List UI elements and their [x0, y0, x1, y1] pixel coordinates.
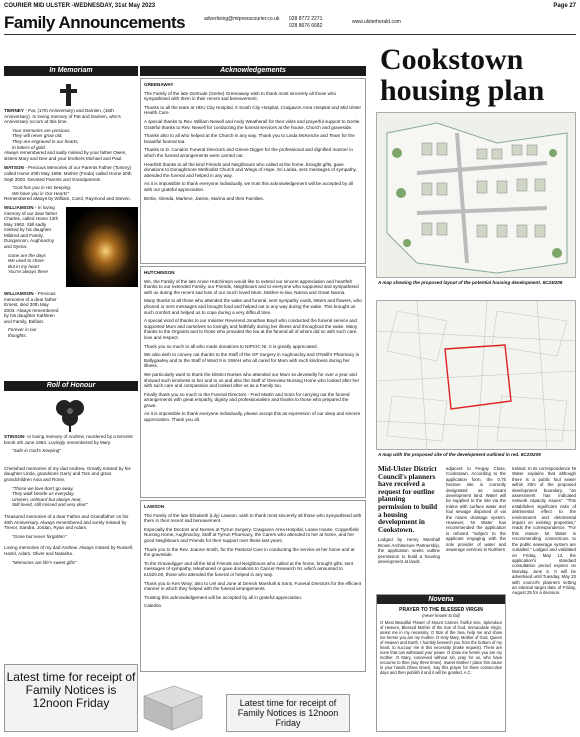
cross-icon — [4, 78, 138, 108]
book-icon — [140, 682, 206, 734]
masthead — [4, 3, 576, 13]
lawson-name: LAWSON — [144, 504, 165, 509]
paragraph: We also wish to convey out thanks to the Staff of the GP Surgery in Aughnacloy and O'Neill's Pharmacy in Ballygawley and to the Staff of Ward 9 in SWAH who all cared for Mum with such kindness during her illness. — [144, 352, 360, 369]
paragraph: A special thanks to Rev. William Newell and Andy Weatherall for their visits and prayerful support to Gertie. Grateful thanks to Rev. Newell for conducting the funeral services at the house, Church and graveside. — [144, 118, 361, 130]
book-graphic — [140, 682, 206, 734]
stinson-notice-2: Cherished memories of my dad Andrew. Greatly missed by his daughter Linda, grandsons Garry and Tom and great grandchildren Axia and Ronin. "Those we love don't go away, They walk beside us everyday, Unseen, unheard but always near, Still loved, still missed and very dear" — [4, 465, 131, 508]
roll-of-honour-column — [4, 394, 138, 565]
stinson-notice: STINSON- In loving memory of Andrew, murdered by a terrorist bomb 4th June 1983. Lovingly remembered by Mary. "Safe in God's Keeping" — [4, 434, 133, 454]
paragraph: The Family of the late Gertrude (Gertie) Greenaway wish to thank most sincerely all those who sympathised with them in their recent sad bereavement. — [144, 90, 336, 102]
roll-of-honour-banner: Roll of Honour — [4, 381, 138, 391]
in-memoriam-column — [4, 78, 138, 339]
paragraph: The Family of the late Elizabeth (Lily) Lawson, wish to thank most sincerely all those who sympathised with them in their recent sad bereavement. — [144, 512, 362, 524]
paragraph: Thank you so much to all who made donations to NIPCIC NI. It is greatly appreciated. — [144, 343, 318, 349]
layout-map — [376, 112, 576, 278]
site-map — [376, 300, 576, 450]
article-text-3: Ireland. In its correspondence NI Water explains that although there is a public foul sewer within 20m of the proposed development boundary, "an assessment has indicated network capacity issues". "This establishes significant risks of detrimental effect to the environment and detrimental impact on existing properties," reads the correspondence. "For this reason NI Water is recommending connections to the public sewerage system are curtailed." Lodged and validated on Friday, May 12, the application's standard consultation period expires on Monday, June 5. It will be advertised until Tuesday, May 23 with council's planners setting an internal target date of Friday, August 25 for a decision. — [512, 466, 576, 596]
tierney-notice: TIERNEY - Pat, (17th Anniversary) and Damien, (16th Anniversary). In loving memory of Pat and Damien, who's Anniversary occurs at this time. Your memories are precious, They will never grow old, They are engraved in our hearts, In letters of gold. Always remembered and sadly missed by your father Owen, sisters Mary and Dee and your brothers Michael and Paul. — [4, 108, 127, 161]
novena-prayer: O Most Beautiful Flower of Mount Carmel, fruitful vine, Splendour of Heaven, Blessed Mother of the Son of God, Immaculate Virgin, assist me in my necessity. O Star of the Sea, help me and show me herein you are my mother. O Holy Mary, Mother of God, Queen of Heaven and Earth, I humbly beseech you from the bottom of my heart, to succour me in this necessity (make request). There are none that can withstand your power. O show me herein you are my mother. O Mary, conceived without sin, pray for us, who have recourse to thee (say three times). Sweet Mother I place this cause in your hands (three times). Say this prayer for three consecutive days and then publish it and it will be granted. A.C. — [380, 620, 502, 675]
novena-box — [376, 594, 506, 732]
paragraph: Thanks to all the team at HDU City Hospital, 5 South City Hospital, Craigavon Area Hospital and Mid Ulster Health Care. — [144, 104, 362, 116]
article-lead: Mid-Ulster District Council's planners have received a request for outline planning permission to build a housing development in Cookstown. — [378, 465, 438, 534]
paragraph: Thank you to Ken Wray; also to Uel and June at Dereck Marshall & Sons, Funeral Directors for the efficient manner in which they helped with the funeral arrangements. — [144, 580, 362, 592]
paragraph: We particularly want to thank the District Nurses who attended our Mum so devotedly for over a year and showed such kindness to her and to us and also the Staff of Glenview Nursing Home who looked after her with such care and compassion and looked after us as a Family too. — [144, 371, 360, 389]
deadline-notice-left: Latest time for receipt of Family Notices is 12noon Friday — [4, 664, 138, 732]
phone-number: 028 8772 2271 — [289, 16, 323, 22]
article-headline: Cookstown housing plan — [380, 43, 545, 107]
contact-phones — [289, 16, 322, 30]
page-number: Page 27 — [553, 3, 576, 9]
paragraph: To the Gravedigger and all the kind Friends and Neighbours who called at the home, brought gifts, sent messages of sympathy, telephoned or gave donations to Cancer Research NI, which amounted to £1520.00, those who attended the funeral or helped in any way. — [144, 560, 354, 577]
map-caption-2: A map with the proposed site of the development outlined in red. 5C23I209 — [378, 452, 541, 457]
section-title: Family Announcements — [4, 13, 186, 32]
paragraph: Trusting this acknowledgement will be accepted by all in grateful appreciation. — [144, 594, 303, 600]
paragraph: Many thanks to all those who attended the wake and funeral, sent sympathy cards, letters and flowers, who phoned or sent messages and brought food and helped out in any way during the wake. This brought us such comfort and helped us to cope during a very difficult time. — [144, 298, 362, 315]
masthead-date: COURIER MID ULSTER -WEDNESDAY, 31st May 2023 — [4, 3, 156, 9]
williamson-notice-1: WILLIAMSON - In loving memory of our dear father Charles, called Home 13th May 1962. Still sadly missed by his daughter Mildred and Family, Dungannon, Aughnacloy and Syeria. Gone are the days We used to share But in my heart You're always there — [4, 204, 59, 275]
site-layout-drawing — [377, 113, 576, 278]
email-link[interactable]: advertising@mtpresscourier.co.uk — [204, 16, 280, 22]
paragraph: As it is impossible to thank everyone individually, please accept this as expression of our deep and sincere appreciation. Thank you all. — [144, 411, 361, 423]
deadline-notice-mid: Latest time for receipt of Family Notices is 12noon Friday — [226, 694, 350, 732]
hutchinson-name: HUTCHINSON — [144, 270, 175, 275]
candle-photo — [66, 207, 138, 287]
contact-emails — [204, 16, 279, 23]
site-location-drawing — [377, 301, 576, 450]
stinson-notice-4: Loving memories of my dad Andrew. Always missed by Russell, Hazel, Adam, Oliver and Natasha. "Memories are life's sweet gifts" — [4, 545, 134, 565]
greenaway-acknowledgement — [140, 78, 366, 264]
paragraph: Especially the Doctors and Nurses at Tyrrun Surgery, Craigavon Area Hospital, Loane House, Copperfield Nursing Home, Aughnacloy, Staff at Tyrrun Pharmacy, the Carers who attended to her at home, and her good Neighbours and Friends for their support over these last years. — [144, 526, 359, 543]
article-text-1: Lodged by Henry Marshall Brown Architecture Partnership, the application seeks outline permission to build a housing development at lands — [378, 537, 440, 564]
website-link[interactable]: www.ulsterherald.com — [352, 19, 401, 25]
watson-notice: WATSON - Precious Memories of our Parents Father (Tommy) called Home 20th May 1998. Mother (Freda) called Home 20th Sept 2003. Devoted Parents and Grandparents "God has you in His keeping, We have you in Our Hearts" Remembered always by William, Carol, Raymond and Steven. — [4, 165, 132, 202]
paragraph: Thanks also to all who helped at the Church in any way. Thank you to Linda McKenzie and Team for the beautiful funeral tea. — [144, 133, 355, 144]
in-memoriam-banner: In Memoriam — [4, 66, 138, 76]
section-header — [4, 13, 576, 35]
novena-title: PRAYER TO THE BLESSED VIRGIN — [399, 607, 483, 613]
stinson-notice-3: Treasured memories of a dear Father and Grandfather on his 40th Anniversary. Always remembered and sorely missed by Trevor, Sandra, Jordan, Ryan and Adam. "Gone but never forgotten" — [4, 513, 129, 539]
lawson-acknowledgement — [140, 500, 366, 672]
paragraph: Thank you to the Rev. Joanne Smith, for the Pastoral Care in conducting the service at her home and at the graveside. — [144, 546, 355, 558]
paragraph: A special word of thanks to our minister Reverend Jonathan Boyd who conducted the funeral service and supported Mum and ourselves so lovingly and faithfully during her illness and throughout the wake. Many thanks to the Organist and to those who provided the tea at the funeral all of whom did so with such care, love and respect. — [144, 318, 358, 340]
cross-emblem — [4, 78, 138, 108]
hutchinson-acknowledgement — [140, 266, 366, 498]
paragraph: We, the Family of the late Annie Hutchinson would like to extend our sincere appreciation and heartfelt thanks to our extended Family, our Friends, Neighbours and to everyone who supported and sympathised with us during the recent sad loss of our much loved Mum, Mother-in-law, Nanna and Great Nanna. — [144, 278, 359, 295]
williamson-notice-2: WILLIAMSON - Precious memories of a dear father Ernest, died 30th May 2003. Always remembered by his daughter Kathleen and Family, Belfast. Forever in our thoughts. — [4, 290, 59, 339]
novena-subtitle: (never known to fail) — [422, 613, 460, 618]
paragraph: Thanks to D. Cunalon Funeral Directors and Grieve Digger for the professional and dignified manner in which the funeral arrangements were carried out. — [144, 147, 353, 158]
novena-banner: Novena — [377, 595, 505, 604]
paragraph: Caledon. — [144, 603, 163, 609]
acknowledgements-banner: Acknowledgements — [140, 66, 366, 76]
williamson-block — [4, 205, 138, 291]
paragraph: Bertie, Glenda, Marlene, Janine, Marina and their Families. — [144, 195, 265, 201]
article-column-1 — [378, 466, 440, 564]
poppy-emblem — [4, 394, 138, 434]
map-caption-1: A map showing the proposed layout of the potential housing development. 5C23I208 — [378, 280, 563, 285]
phone-number-2: 028 8676 6682 — [289, 23, 323, 29]
article-text-2: adjacent to Fergay Close, Cookstown. According to the application form, the 0.75 hectare site is currently designated as vacant development land. Water will be supplied to the site via the mains with surface water and foul sewage disposed of via the mains drainage system. However, NI Water has recommended the application is refused "subject to the applicant engaging with the sole provider of water and sewerage services in Northern — [446, 466, 506, 553]
greenaway-name: GREENAWAY — [144, 82, 174, 87]
paragraph: Heartfelt thanks to all the kind Friends and Neighbours who called at the home, brought gifts, gave donations to Donaghmore Methodist Church and Wings of Hope, Sri Lanka, sent messages of sympathy, attended the funeral and helped in any way. — [144, 161, 357, 178]
paragraph: Finally thank you so much to the Funeral Directors - Fred Martin and Sons for carrying out the funeral arrangements with great empathy, dignity and professionalism and thanks to those who prepared the grave. — [144, 391, 350, 408]
poppy-icon — [4, 394, 138, 434]
paragraph: As it is impossible to thank everyone individually, we trust this acknowledgement will be accepted by all with our grateful appreciation. — [144, 181, 354, 192]
